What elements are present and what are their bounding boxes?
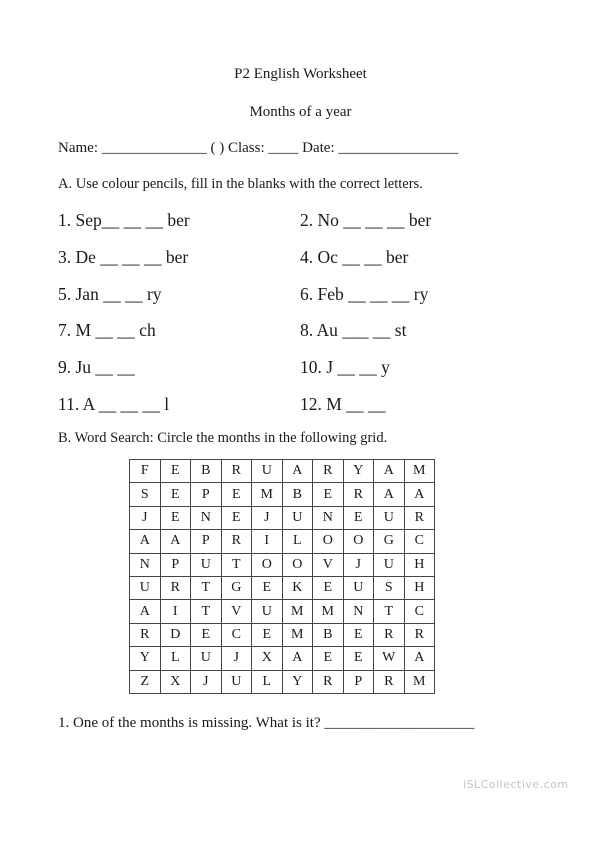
grid-cell[interactable]: C xyxy=(404,600,435,623)
grid-cell[interactable]: L xyxy=(252,670,283,693)
grid-cell[interactable]: E xyxy=(221,483,252,506)
grid-cell[interactable]: X xyxy=(160,670,191,693)
grid-cell[interactable]: O xyxy=(343,530,374,553)
grid-cell[interactable]: B xyxy=(282,483,313,506)
grid-cell[interactable]: G xyxy=(221,576,252,599)
section-a-instructions: A. Use colour pencils, fill in the blanks with the correct letters. xyxy=(58,176,423,192)
grid-cell[interactable]: R xyxy=(313,670,344,693)
grid-cell[interactable]: P xyxy=(191,530,222,553)
grid-cell[interactable]: U xyxy=(252,600,283,623)
grid-cell[interactable]: R xyxy=(221,530,252,553)
grid-cell[interactable]: F xyxy=(130,460,161,483)
grid-cell[interactable]: K xyxy=(282,576,313,599)
grid-cell[interactable]: R xyxy=(130,623,161,646)
grid-cell[interactable]: T xyxy=(221,553,252,576)
grid-cell[interactable]: U xyxy=(374,506,405,529)
question-6: 6. Feb __ __ __ ry xyxy=(300,284,429,304)
question-5: 5. Jan __ __ ry xyxy=(58,284,162,304)
grid-cell[interactable]: L xyxy=(282,530,313,553)
question-2: 2. No __ __ __ ber xyxy=(300,210,432,230)
grid-cell[interactable]: P xyxy=(160,553,191,576)
question-10: 10. J __ __ y xyxy=(300,357,390,377)
question-12: 12. M __ __ xyxy=(300,394,386,414)
grid-row xyxy=(130,530,435,553)
grid-cell[interactable]: E xyxy=(343,623,374,646)
grid-cell[interactable]: T xyxy=(191,576,222,599)
grid-cell[interactable]: O xyxy=(313,530,344,553)
grid-cell[interactable]: S xyxy=(374,576,405,599)
grid-cell[interactable]: M xyxy=(282,623,313,646)
grid-cell[interactable]: R xyxy=(374,670,405,693)
grid-row xyxy=(130,623,435,646)
grid-cell[interactable]: A xyxy=(160,530,191,553)
worksheet-title: P2 English Worksheet xyxy=(234,66,367,82)
grid-cell[interactable]: A xyxy=(282,647,313,670)
grid-cell[interactable]: R xyxy=(221,460,252,483)
grid-cell[interactable]: U xyxy=(374,553,405,576)
grid-cell[interactable]: H xyxy=(404,553,435,576)
grid-cell[interactable]: B xyxy=(191,460,222,483)
grid-cell[interactable]: O xyxy=(252,553,283,576)
grid-cell[interactable]: E xyxy=(343,506,374,529)
grid-cell[interactable]: Y xyxy=(343,460,374,483)
grid-row xyxy=(130,600,435,623)
question-4: 4. Oc __ __ ber xyxy=(300,247,409,267)
grid-cell[interactable]: A xyxy=(130,600,161,623)
grid-cell[interactable]: H xyxy=(404,576,435,599)
grid-cell[interactable]: M xyxy=(404,670,435,693)
grid-cell[interactable]: N xyxy=(191,506,222,529)
grid-cell[interactable]: U xyxy=(191,647,222,670)
grid-cell[interactable]: E xyxy=(313,576,344,599)
grid-cell[interactable]: R xyxy=(404,623,435,646)
grid-cell[interactable]: V xyxy=(221,600,252,623)
question-8: 8. Au ___ __ st xyxy=(300,320,407,340)
grid-cell[interactable]: N xyxy=(343,600,374,623)
grid-cell[interactable]: J xyxy=(343,553,374,576)
grid-cell[interactable]: E xyxy=(252,623,283,646)
grid-cell[interactable]: Z xyxy=(130,670,161,693)
grid-cell[interactable]: M xyxy=(313,600,344,623)
grid-cell[interactable]: V xyxy=(313,553,344,576)
grid-row xyxy=(130,670,435,693)
grid-cell[interactable]: U xyxy=(221,670,252,693)
grid-cell[interactable]: R xyxy=(374,623,405,646)
grid-cell[interactable]: A xyxy=(374,483,405,506)
question-11: 11. A __ __ __ l xyxy=(58,394,170,414)
question-1: 1. Sep__ __ __ ber xyxy=(58,210,190,230)
grid-cell[interactable]: R xyxy=(404,506,435,529)
watermark: iSLCollective.com xyxy=(463,778,569,791)
grid-cell[interactable]: A xyxy=(404,483,435,506)
grid-cell[interactable]: E xyxy=(313,647,344,670)
grid-cell[interactable]: R xyxy=(160,576,191,599)
grid-cell[interactable]: E xyxy=(191,623,222,646)
grid-cell[interactable]: T xyxy=(374,600,405,623)
grid-cell[interactable]: N xyxy=(130,553,161,576)
grid-cell[interactable]: N xyxy=(313,506,344,529)
grid-cell[interactable]: U xyxy=(252,460,283,483)
grid-cell[interactable]: O xyxy=(282,553,313,576)
grid-cell[interactable]: M xyxy=(404,460,435,483)
grid-cell[interactable]: I xyxy=(252,530,283,553)
grid-cell[interactable]: E xyxy=(252,576,283,599)
grid-cell[interactable]: U xyxy=(343,576,374,599)
grid-cell[interactable]: B xyxy=(313,623,344,646)
grid-row xyxy=(130,506,435,529)
student-info-row: Name: ______________ ( ) Class: ____ Date: ________________ xyxy=(58,140,459,156)
grid-cell[interactable]: T xyxy=(191,600,222,623)
grid-cell[interactable]: P xyxy=(191,483,222,506)
grid-cell[interactable]: U xyxy=(191,553,222,576)
grid-row xyxy=(130,647,435,670)
grid-row xyxy=(130,553,435,576)
grid-cell[interactable]: J xyxy=(221,647,252,670)
grid-cell[interactable]: Y xyxy=(130,647,161,670)
question-7: 7. M __ __ ch xyxy=(58,320,156,340)
grid-cell[interactable]: L xyxy=(160,647,191,670)
grid-cell[interactable]: E xyxy=(313,483,344,506)
grid-cell[interactable]: E xyxy=(160,460,191,483)
grid-cell[interactable]: J xyxy=(252,506,283,529)
word-search-grid xyxy=(129,459,435,694)
grid-row xyxy=(130,576,435,599)
grid-cell[interactable]: A xyxy=(130,530,161,553)
grid-cell[interactable]: P xyxy=(343,670,374,693)
grid-cell[interactable]: X xyxy=(252,647,283,670)
grid-cell[interactable]: E xyxy=(160,506,191,529)
grid-cell[interactable]: A xyxy=(282,460,313,483)
question-3: 3. De __ __ __ ber xyxy=(58,247,189,267)
grid-row xyxy=(130,460,435,483)
grid-cell[interactable]: M xyxy=(252,483,283,506)
grid-cell[interactable]: J xyxy=(191,670,222,693)
grid-cell[interactable]: A xyxy=(374,460,405,483)
section-b-instructions: B. Word Search: Circle the months in the following grid. xyxy=(58,430,388,446)
grid-cell[interactable]: G xyxy=(374,530,405,553)
grid-cell[interactable]: U xyxy=(282,506,313,529)
grid-cell[interactable]: S xyxy=(130,483,161,506)
final-question: 1. One of the months is missing. What is it? ____________________ xyxy=(58,715,475,731)
grid-cell[interactable]: A xyxy=(404,647,435,670)
grid-cell[interactable]: R xyxy=(343,483,374,506)
grid-cell[interactable]: U xyxy=(130,576,161,599)
grid-cell[interactable]: J xyxy=(130,506,161,529)
grid-cell[interactable]: R xyxy=(313,460,344,483)
grid-cell[interactable]: Y xyxy=(282,670,313,693)
grid-cell[interactable]: C xyxy=(404,530,435,553)
grid-cell[interactable]: C xyxy=(221,623,252,646)
grid-cell[interactable]: E xyxy=(221,506,252,529)
grid-cell[interactable]: E xyxy=(160,483,191,506)
grid-row xyxy=(130,483,435,506)
question-9: 9. Ju __ __ xyxy=(58,357,135,377)
grid-cell[interactable]: M xyxy=(282,600,313,623)
grid-cell[interactable]: W xyxy=(374,647,405,670)
grid-cell[interactable]: E xyxy=(343,647,374,670)
grid-cell[interactable]: I xyxy=(160,600,191,623)
worksheet-subtitle: Months of a year xyxy=(249,104,352,120)
grid-cell[interactable]: D xyxy=(160,623,191,646)
